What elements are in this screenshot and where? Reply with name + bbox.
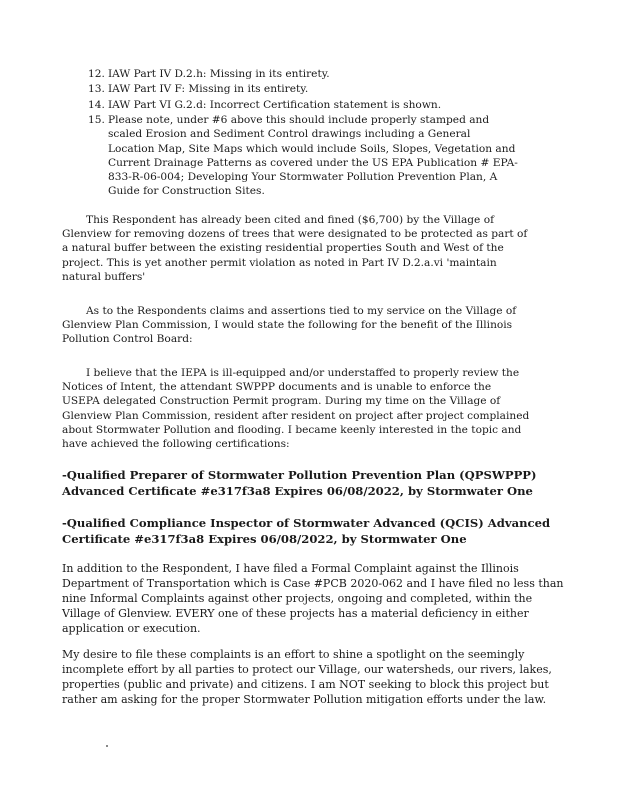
list-item-number: 13.	[88, 83, 105, 96]
list-item-number: 15.	[88, 114, 105, 127]
list-item-text: Please note, under #6 above this should include properly stamped and scaled Erosion and Sediment Control drawings including a General Location Map, Site Maps which would include Soils, Slopes, Vegetation and Current Drainage Patterns as covered under the US EPA Publication # EPA-833-R-06-004; Developing Your Stormwater Pollution Prevention Plan, A Guide for Construction Sites.	[108, 114, 518, 198]
deficiency-list	[88, 67, 518, 200]
paragraph-complaints: In addition to the Respondent, I have filed a Formal Complaint against the Illinois Department of Transportation which is Case #PCB 2020-062 and I have filed no less than nine Informal Complaints against other projects, ongoing and completed, within the Village of Glenview. EVERY one of these projects has a material deficiency in either application or execution.	[62, 562, 564, 635]
paragraph-fined: This Respondent has already been cited and fined ($6,700) by the Village of Glenview for removing dozens of trees that were designated to be protected as part of a natural buffer between the existing residential properties South and West of the project. This is yet another permit violation as noted in Part IV D.2.a.vi 'maintain natural buffers'	[62, 214, 528, 283]
list-item	[88, 98, 518, 112]
paragraph-desire: My desire to file these complaints is an effort to shine a spotlight on the seemingly incomplete effort by all parties to protect our Village, our watersheds, our rivers, lakes, properties (public and private) and citizens. I am NOT seeking to block this project but rather am asking for the proper Stormwater Pollution mitigation efforts under the law.	[62, 648, 552, 706]
list-item-text: IAW Part IV F: Missing in its entirety.	[108, 83, 309, 96]
list-item	[88, 82, 518, 96]
list-item	[88, 67, 518, 81]
certification-qpswppp: -Qualified Preparer of Stormwater Pollution Prevention Plan (QPSWPPP) Advanced Certificate #e317f3a8 Expires 06/08/2022, by Stormwater One	[62, 468, 537, 498]
list-item	[88, 113, 518, 198]
certification-qcis: -Qualified Compliance Inspector of Stormwater Advanced (QCIS) Advanced Certificate #e317f3a8 Expires 06/08/2022, by Stormwater One	[62, 516, 551, 546]
list-item-number: 12.	[88, 68, 105, 80]
list-item-number: 14.	[88, 98, 105, 111]
scan-speck	[106, 745, 108, 747]
list-item-text: IAW Part VI G.2.d: Incorrect Certification statement is shown.	[108, 98, 442, 111]
list-item-text: IAW Part IV D.2.h: Missing in its entirety.	[108, 68, 330, 80]
paragraph-belief: I believe that the IEPA is ill-equipped and/or understaffed to properly review the Notices of Intent, the attendant SWPPP documents and is unable to enforce the USEPA delegated Construction Permit program. During my time on the Village of Glenview Plan Commission, resident after resident on project after project complained about Stormwater Pollution and flooding. I became keenly interested in the topic and have achieved the following certifications:	[62, 367, 530, 451]
paragraph-claims: As to the Respondents claims and assertions tied to my service on the Village of Glenview Plan Commission, I would state the following for the benefit of the Illinois Pollution Control Board:	[62, 305, 517, 346]
